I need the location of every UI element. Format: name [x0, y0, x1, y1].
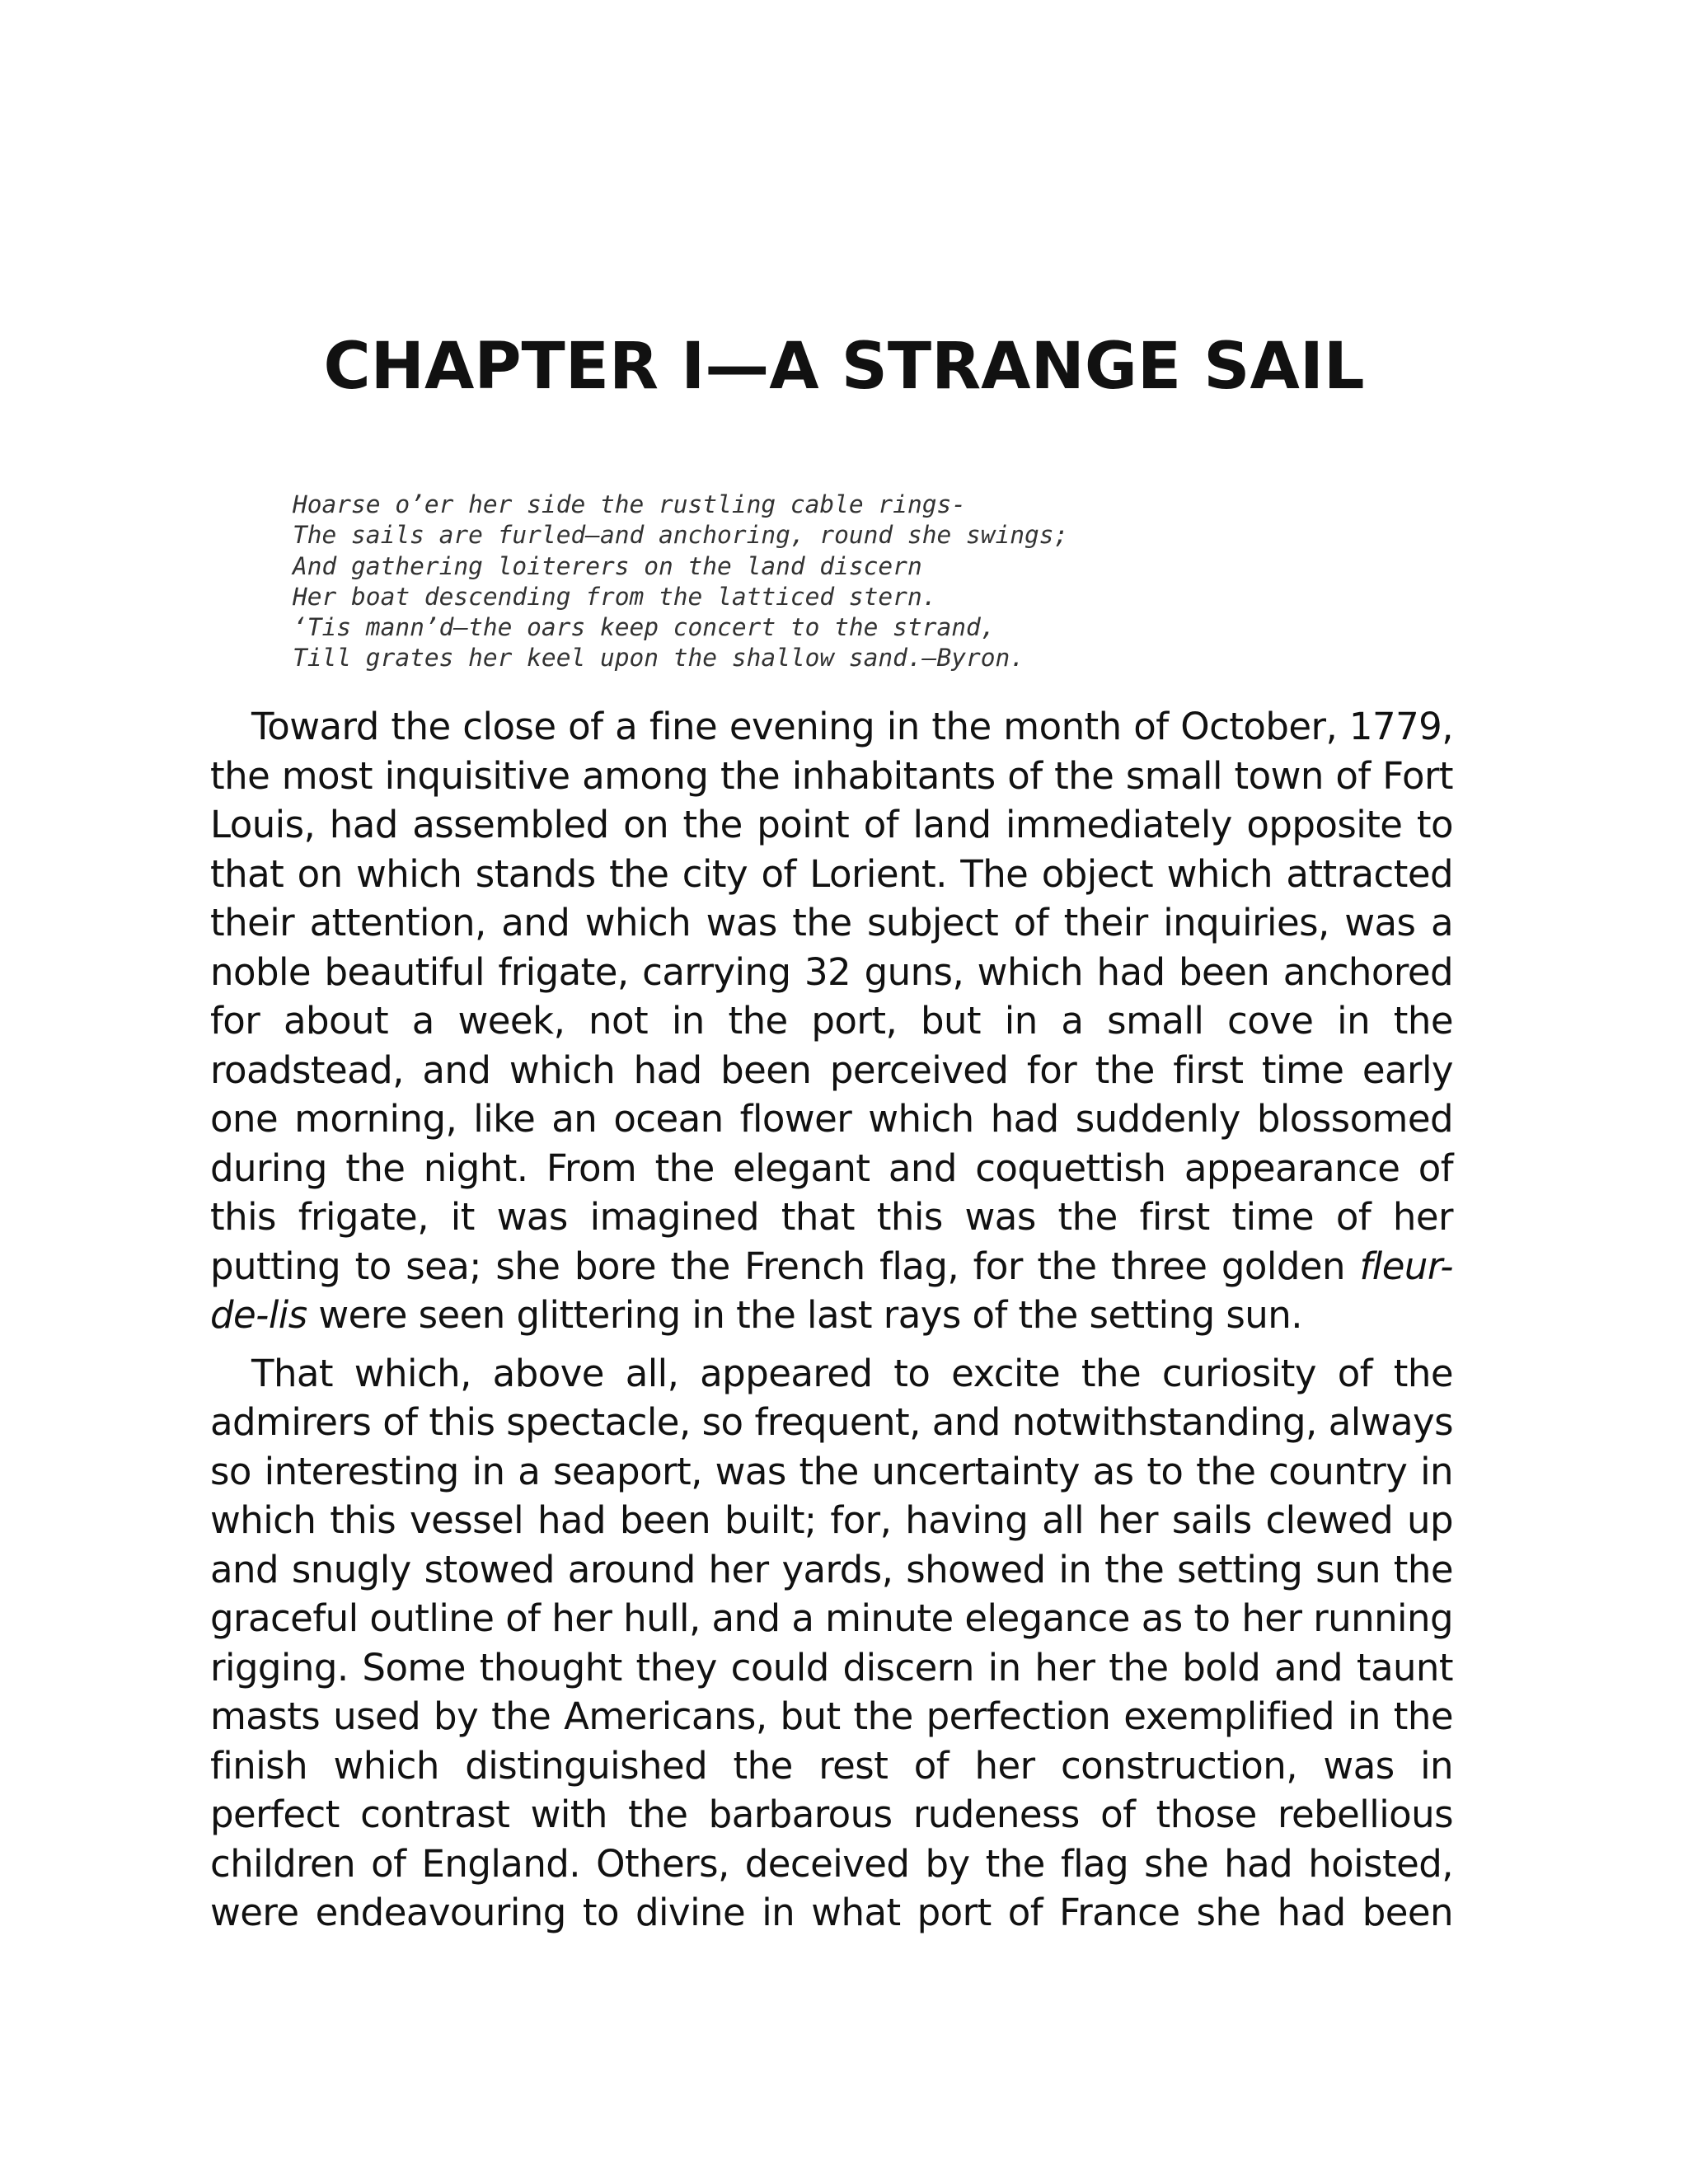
- epigraph-line: Her boat descending from the latticed stern.: [293, 582, 937, 611]
- epigraph-line: Hoarse o’er her side the rustling cable rings-: [293, 490, 966, 518]
- body-text: [210, 702, 1453, 1938]
- epigraph-line: Till grates her keel upon the shallow sand.—Byron.: [293, 644, 1025, 673]
- paragraph-1-text-end: were seen glittering in the last rays of the setting sun.: [307, 1293, 1302, 1337]
- epigraph: [293, 490, 1529, 674]
- epigraph-line: ‘Tis mann’d—the oars keep concert to the strand,: [293, 613, 996, 642]
- epigraph-line: And gathering loiterers on the land discern: [293, 551, 922, 580]
- paragraph-1: [210, 702, 1453, 1340]
- paragraph-1-text: Toward the close of a fine evening in the month of October, 1779, the most inquisitive among the inhabitants of the small town of Fort Louis, had assembled on the point of land immediately opposite to that on which stands the city of Lorient. The object which attracted their attention, and which was the subject of their inquiries, was a noble beautiful frigate, carrying 32 guns, which had been anchored for about a week, not in the port, but in a small cove in the roadstead, and which had been perceived for the first time early one morning, like an ocean flower which had suddenly blossomed during the night. From the elegant and coquettish appearance of this frigate, it was imagined that this was the first time of her putting to sea; she bore the French flag, for the three golden: [210, 705, 1453, 1288]
- paragraph-2: That which, above all, appeared to excite the curiosity of the admirers of this spectacle, so frequent, and notwithstanding, always so interesting in a seaport, was the uncertainty as to the country in which this vessel had been built; for, having all her sails clewed up and snugly stowed around her yards, showed in the setting sun the graceful outline of her hull, and a minute elegance as to her running rigging. Some thought they could discern in her the bold and taunt masts used by the Americans, but the perfection exemplified in the finish which distinguished the rest of her construction, was in perfect contrast with the barbarous rudeness of those rebellious children of England. Others, deceived by the flag she had hoisted, were endeavouring to divine in what port of France she had been: [210, 1351, 1453, 1934]
- epigraph-line: The sails are furled—and anchoring, round she swings;: [293, 521, 1069, 550]
- chapter-title: CHAPTER I—A STRANGE SAIL: [323, 330, 1365, 404]
- emphasized-term: fleur-de-lis: [210, 1244, 1453, 1337]
